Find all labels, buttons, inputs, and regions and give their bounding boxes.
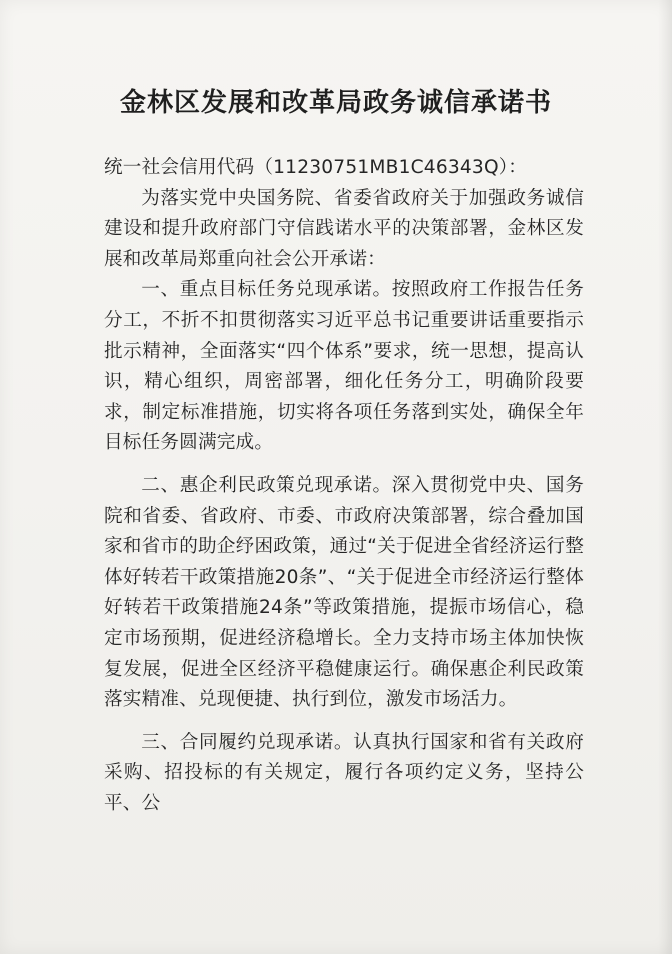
intro-paragraph: 为落实党中央国务院、省委省政府关于加强政务诚信建设和提升政府部门守信践诺水平的决策部署，金林区发展和改革局郑重向社会公开承诺： [104,187,584,270]
section-3-paragraph: 三、合同履约兑现承诺。认真执行国家和省有关政府采购、招投标的有关规定，履行各项约定义务，坚持公平、公 [104,731,584,814]
section-2-paragraph: 二、惠企利民政策兑现承诺。深入贯彻党中央、国务院和省委、省政府、市委、市政府决策部署，综合叠加国家和省市的助企纾困政策，通过“关于促进全省经济运行整体好转若干政策措施20条”、“关于促进全市经济运行整体好转若干政策措施24条”等政策措施，提振市场信心，稳定市场预期，促进经济稳增长。全力支持市场主体加快恢复发展，促进全区经济平稳健康运行。确保惠企利民政策落实精准、兑现便捷、执行到位，激发市场活力。 [104,474,584,711]
section-1-paragraph: 一、重点目标任务兑现承诺。按照政府工作报告任务分工，不折不扣贯彻落实习近平总书记重要讲话重要指示批示精神，全面落实“四个体系”要求，统一思想，提高认识，精心组织，周密部署，细化任务分工，明确阶段要求，制定标准措施，切实将各项任务落到实处，确保全年目标任务圆满完成。 [104,279,584,454]
document-body [104,153,584,819]
credit-code-line: 统一社会信用代码（11230751MB1C46343Q）： [104,157,528,178]
document-title: 金林区发展和改革局政务诚信承诺书 [119,88,552,118]
